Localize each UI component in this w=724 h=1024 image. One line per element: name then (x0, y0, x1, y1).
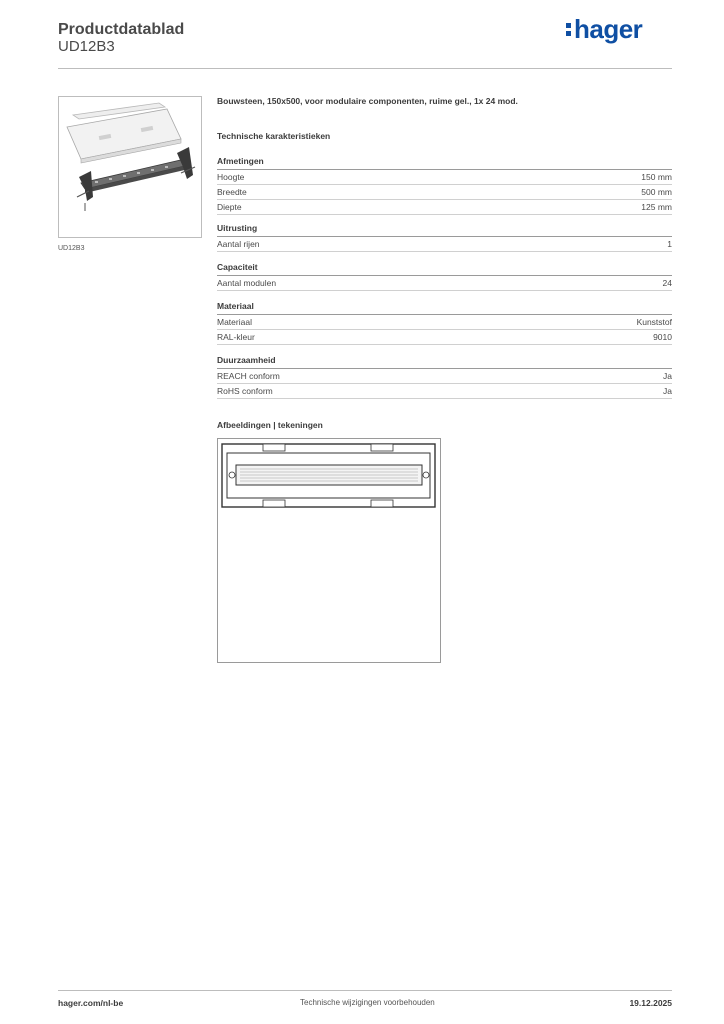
section-title: Materiaal (217, 301, 672, 315)
logo-text: hager (574, 14, 643, 44)
spec-row (217, 384, 672, 399)
spec-value: 150 mm (641, 172, 672, 182)
product-photo-illustration (59, 97, 201, 237)
footer-divider (58, 990, 672, 991)
spec-value: 24 (662, 278, 672, 288)
footer-website[interactable]: hager.com/nl-be (58, 998, 124, 1008)
spec-value: Kunststof (636, 317, 672, 327)
spec-label: Hoogte (217, 172, 245, 182)
drawings-heading: Afbeeldingen | tekeningen (217, 420, 323, 430)
spec-label: Aantal modulen (217, 278, 277, 288)
spec-value: 9010 (653, 332, 672, 342)
spec-row (217, 315, 672, 330)
spec-row (217, 237, 672, 252)
section-afmetingen (217, 156, 672, 215)
front-view-drawing (218, 439, 440, 662)
product-code: UD12B3 (58, 38, 115, 55)
section-title: Afmetingen (217, 156, 672, 170)
spec-row (217, 200, 672, 215)
spec-value: 500 mm (641, 187, 672, 197)
spec-label: Diepte (217, 202, 242, 212)
spec-label: REACH conform (217, 371, 280, 381)
footer-disclaimer: Technische wijzigingen voorbehouden (300, 998, 435, 1007)
logo-dots-icon (566, 20, 572, 39)
section-duurzaamheid (217, 355, 672, 399)
spec-label: Materiaal (217, 317, 252, 327)
section-capaciteit (217, 262, 672, 291)
product-photo (58, 96, 202, 238)
product-summary (217, 96, 672, 141)
spec-row (217, 170, 672, 185)
section-materiaal (217, 301, 672, 345)
section-title: Uitrusting (217, 223, 672, 237)
spec-value: Ja (663, 371, 672, 381)
spec-value: Ja (663, 386, 672, 396)
spec-label: Aantal rijen (217, 239, 260, 249)
technical-drawing (217, 438, 441, 663)
header-divider (58, 68, 672, 69)
hager-logo (566, 14, 642, 45)
product-description: Bouwsteen, 150x500, voor modulaire componenten, ruime gel., 1x 24 mod. (217, 96, 518, 106)
footer-date: 19.12.2025 (629, 998, 672, 1008)
section-title: Duurzaamheid (217, 355, 672, 369)
spec-row (217, 330, 672, 345)
spec-row (217, 185, 672, 200)
photo-caption: UD12B3 (58, 245, 85, 252)
section-title: Capaciteit (217, 262, 672, 276)
spec-label: Breedte (217, 187, 247, 197)
spec-row (217, 369, 672, 384)
section-uitrusting (217, 223, 672, 252)
spec-row (217, 276, 672, 291)
spec-label: RAL-kleur (217, 332, 255, 342)
spec-label: RoHS conform (217, 386, 273, 396)
page-title: Productdatablad (58, 21, 185, 38)
tech-heading: Technische karakteristieken (217, 131, 331, 141)
spec-value: 125 mm (641, 202, 672, 212)
spec-value: 1 (667, 239, 672, 249)
